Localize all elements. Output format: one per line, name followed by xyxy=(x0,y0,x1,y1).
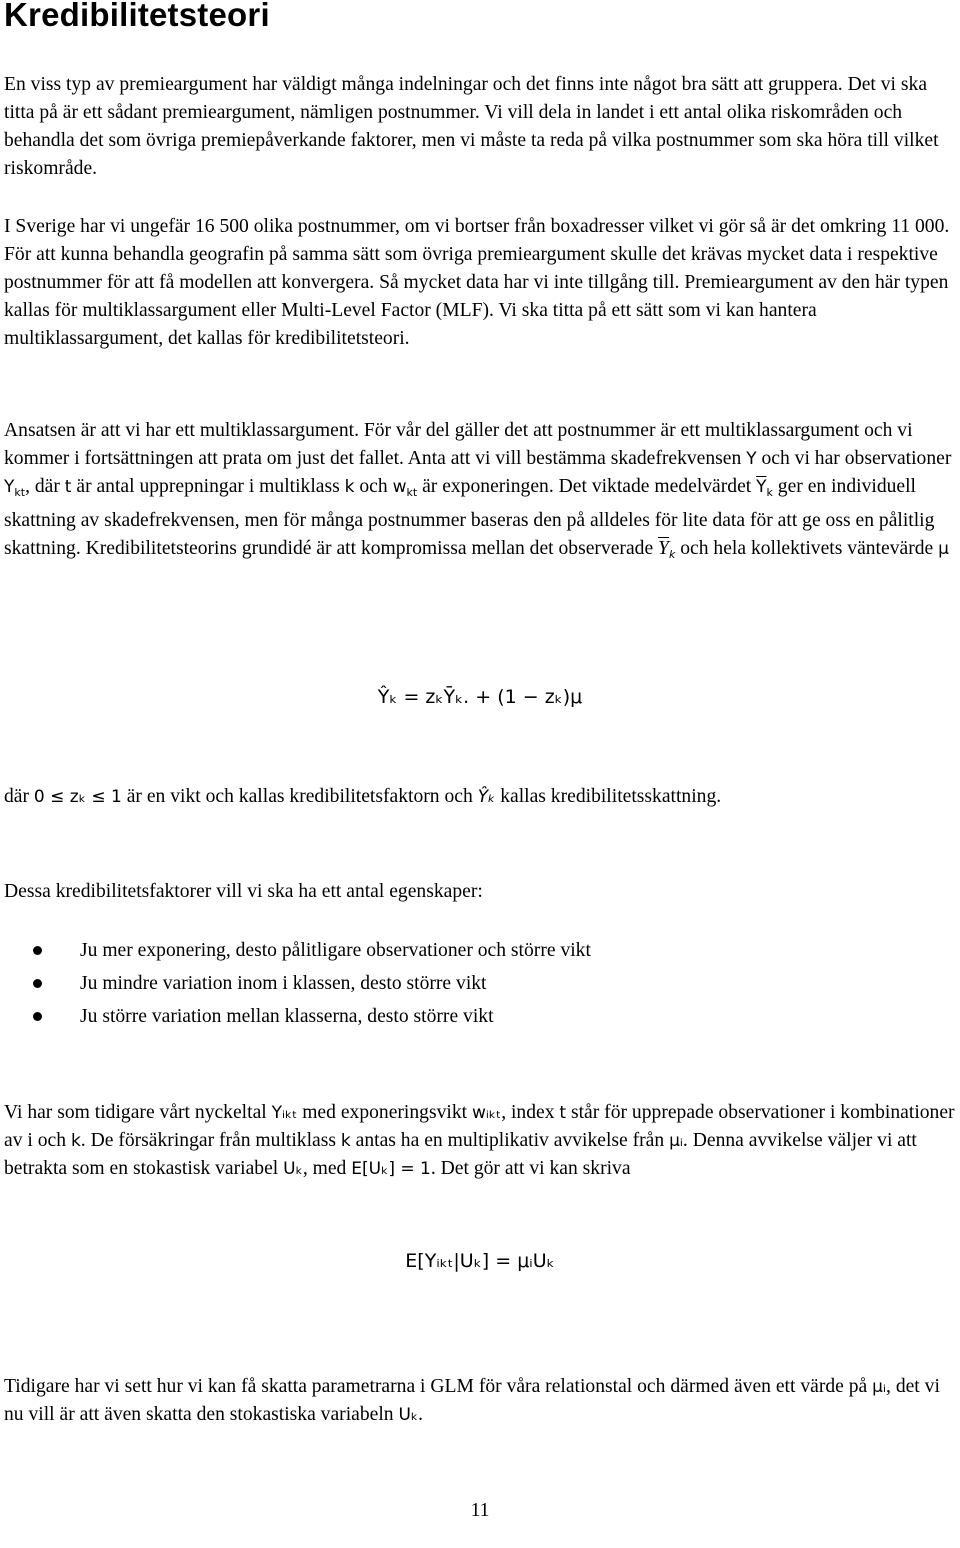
subscript-kt: kt xyxy=(406,486,418,499)
symbol-Ybar: $\overline{Y}$ xyxy=(756,477,767,497)
equation-credibility-estimate: Ŷₖ = zₖȲₖ. + (1 − zₖ)μ xyxy=(377,686,583,708)
symbol-k: k xyxy=(340,1131,351,1151)
inline-math-EU: E[Uₖ] = 1 xyxy=(351,1159,431,1179)
text-run: . Denna avvikelse väljer vi att betrakta som en stokastisk variabel xyxy=(4,1130,917,1179)
text-run: . Det gör att vi kan skriva xyxy=(430,1158,631,1179)
bullet-icon xyxy=(33,979,42,988)
inline-math-yhat: Ŷₖ xyxy=(477,787,496,807)
text-run: är exponeringen. Det viktade medelvärdet xyxy=(417,476,757,497)
text-run: där xyxy=(4,786,34,807)
subscript-kt: kt xyxy=(14,486,26,499)
page-title: Kredibilitetsteori xyxy=(4,0,270,33)
text-run: Tidigare har vi sett hur vi kan få skatta parametrarna i GLM för våra relationstal och därmed även ett värde på xyxy=(4,1376,873,1397)
text-run: , det vi nu vill är att även skatta den stokastiska variabeln xyxy=(4,1376,940,1425)
text-run: , där xyxy=(25,476,65,497)
symbol-t: t xyxy=(559,1103,567,1123)
inline-math-Uk: Uₖ xyxy=(398,1405,419,1425)
text-run: och hela kollektivets väntevärde xyxy=(675,538,939,559)
text-run: står för upprepade observationer i kombinationer av i och xyxy=(4,1102,955,1151)
text-run: , med xyxy=(302,1158,352,1179)
equation-conditional-expectation: E[Yᵢₖₜ|Uₖ] = μᵢUₖ xyxy=(405,1250,555,1272)
subscript-k: k xyxy=(766,486,773,499)
text-run: är antal upprepningar i multiklass xyxy=(71,476,345,497)
symbol-Ybar-italic: $\overline{Y}$ xyxy=(658,538,669,559)
paragraph-intro: En viss typ av premieargument har väldigt många indelningar och det finns inte något bra sätt att gruppera. Det vi ska titta på är ett sådant premieargument, nämligen postnummer. Vi vill dela in landet i ett antal olika riskområden och behandla det som övriga premiepåverkande faktorer, men vi måste ta reda på vilka postnummer som ska höra till vilket riskområde. xyxy=(4,74,939,179)
symbol-Ykt: Y xyxy=(4,477,15,497)
list-item xyxy=(4,934,591,967)
text-run: är en vikt och kallas kredibilitetsfaktorn och xyxy=(121,786,478,807)
paragraph-glm xyxy=(4,1373,956,1429)
inline-math-mui: μᵢ xyxy=(872,1377,887,1397)
list-item-text: Ju mindre variation inom i klassen, desto större vikt xyxy=(80,973,487,994)
symbol-w: w xyxy=(392,477,407,497)
inline-math-mui: μᵢ xyxy=(669,1131,683,1151)
paragraph-nyckeltal xyxy=(4,1099,956,1183)
inline-math-Yikt: Yᵢₖₜ xyxy=(271,1103,298,1123)
paragraph-properties-intro: Dessa kredibilitetsfaktorer vill vi ska ha ett antal egenskaper: xyxy=(4,881,483,902)
page-number: 11 xyxy=(470,1500,490,1521)
properties-list xyxy=(4,934,591,1033)
inline-math-condition: 0 ≤ zₖ ≤ 1 xyxy=(33,787,122,807)
text-run: kallas kredibilitetsskattning. xyxy=(495,786,722,807)
list-item-text: Ju mer exponering, desto pålitligare observationer och större vikt xyxy=(80,940,591,961)
inline-math-wikt: wᵢₖₜ xyxy=(471,1103,502,1123)
list-item-text: Ju större variation mellan klasserna, desto större vikt xyxy=(80,1006,494,1027)
text-run: antas ha en multiplikativ avvikelse från xyxy=(350,1130,670,1151)
paragraph-where xyxy=(4,783,956,811)
text-run: . xyxy=(418,1404,424,1425)
symbol-Y: Y xyxy=(746,449,757,469)
text-run: med exponeringsvikt xyxy=(297,1102,472,1123)
inline-math-Uk: Uₖ xyxy=(283,1159,303,1179)
symbol-k: k xyxy=(70,1131,81,1151)
paragraph-ansats xyxy=(4,417,956,569)
subscript-k: k xyxy=(668,548,676,561)
bullet-icon xyxy=(33,1012,42,1021)
text-run: ger en individuell skattning av skadefrekvensen, men för många postnummer baseras den på alldeles för lite data för att ge oss en pålitlig skattning. Kredibilitetsteorins grundidé är att kompromissa mellan det observerade xyxy=(4,476,935,559)
symbol-mu: μ xyxy=(938,539,949,559)
symbol-t: t xyxy=(64,477,72,497)
symbol-k: k xyxy=(344,477,355,497)
bullet-icon xyxy=(33,946,42,955)
list-item xyxy=(4,967,591,1000)
text-run: Vi har som tidigare vårt nyckeltal xyxy=(4,1102,272,1123)
text-run: , index xyxy=(501,1102,560,1123)
list-item xyxy=(4,1000,591,1033)
text-run: och vi har observationer xyxy=(756,448,952,469)
text-run: Ansatsen är att vi har ett multiklassargument. För vår del gäller det att postnummer är ett multiklassargument och vi kommer i fortsättningen att prata om just det fallet. Anta att vi vill bestämma skadefrekvensen xyxy=(4,420,913,469)
paragraph-postnummer: I Sverige har vi ungefär 16 500 olika postnummer, om vi bortser från boxadresser vilket vi gör så är det omkring 11 000. För att kunna behandla geografin på samma sätt som övriga premieargument skulle det krävas mycket data i respektive postnummer för att få modellen att konvergera. Så mycket data har vi inte tillgång till. Premieargument av den här typen kallas för multiklassargument eller Multi-Level Factor (MLF). Vi ska titta på ett sätt som vi kan hantera multiklassargument, det kallas för kredibilitetsteori. xyxy=(4,216,950,349)
text-run: . De försäkringar från multiklass xyxy=(80,1130,341,1151)
text-run: och xyxy=(354,476,393,497)
